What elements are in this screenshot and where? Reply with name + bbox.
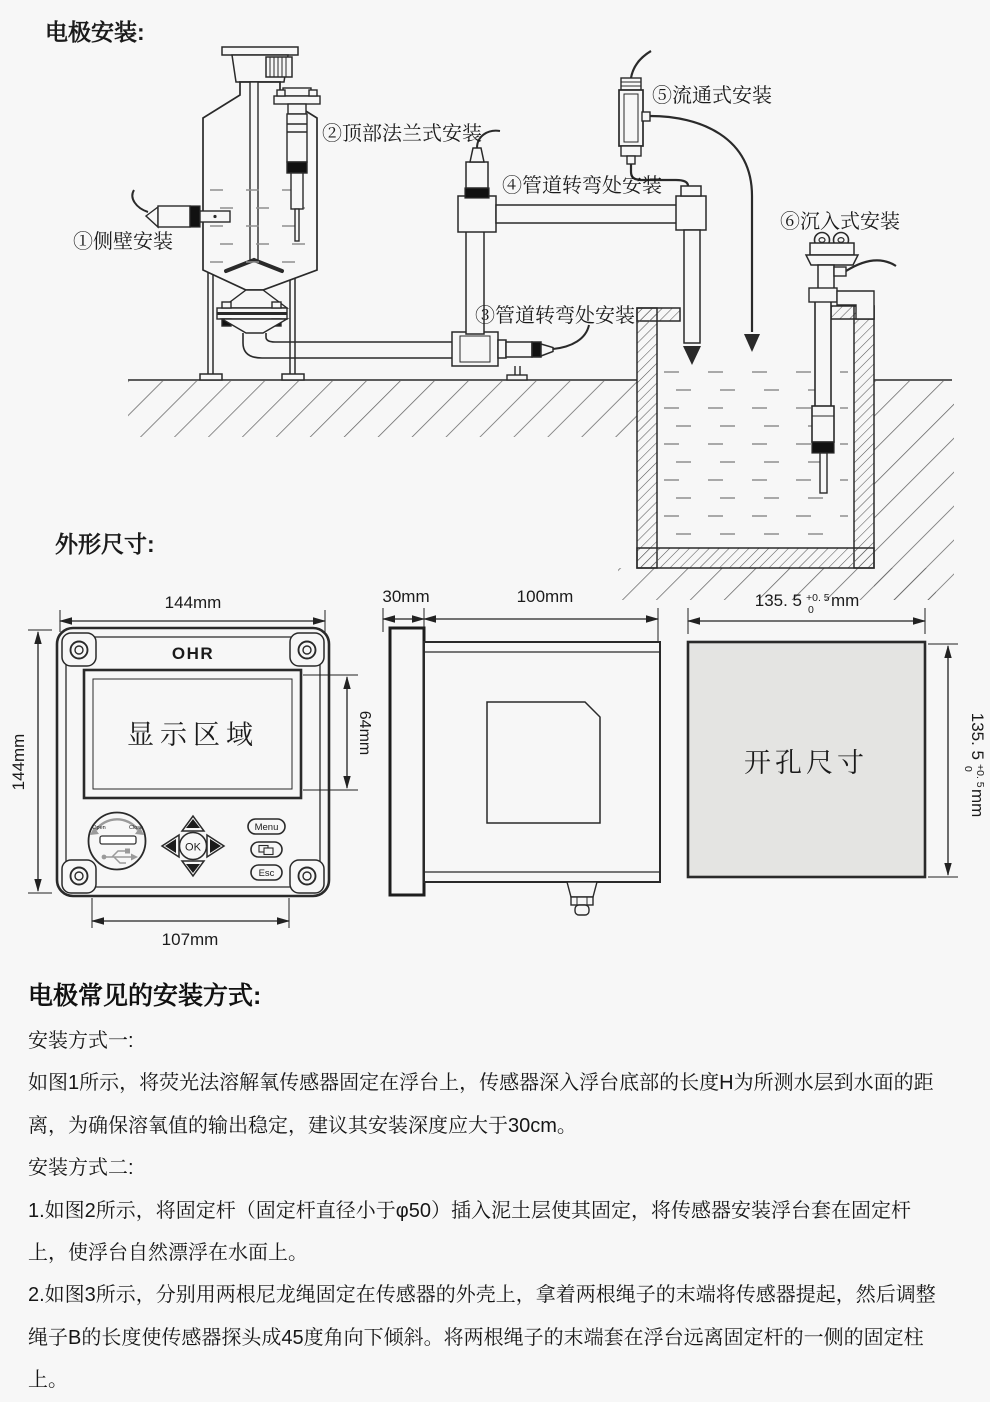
notes-heading: 电极常见的安装方式: — [28, 982, 262, 1010]
usb-open-label: Open — [92, 825, 106, 831]
method2-title: 安装方式二: — [28, 1157, 134, 1180]
usb-close-label: Close — [128, 825, 144, 831]
svg-text:135. 5: 135. 5 — [754, 591, 802, 610]
method1-body: 如图1所示，将荧光法溶解氧传感器固定在浮台上，传感器深入浮台底部的长度H为所测水层到水面的距离，为确保溶氧值的输出稳定，建议其安装深度应大于30cm。 — [28, 1072, 934, 1137]
cutout-view — [688, 591, 987, 877]
dim-height-left: 144mm — [9, 733, 28, 791]
label-flow-through: ⑤流通式安装 — [652, 85, 772, 107]
usb-port-dial[interactable] — [89, 813, 146, 870]
label-pipe-bend-3: ③管道转弯处安装 — [475, 305, 635, 327]
brand-logo: OHR — [171, 644, 215, 663]
display-area-label: 显示区域 — [127, 720, 259, 750]
dim-body-depth: 100mm — [516, 587, 574, 606]
drain-pipe — [243, 333, 453, 358]
menu-button-label: Menu — [254, 822, 279, 833]
svg-text:0: 0 — [962, 766, 974, 772]
dim-cutout-width — [755, 591, 860, 616]
svg-text:0: 0 — [808, 604, 814, 616]
agitator-motor — [222, 47, 298, 82]
label-side-wall: ①侧壁安装 — [73, 231, 173, 253]
electrode-install-heading: 电极安装: — [45, 19, 145, 45]
dim-cutout-height — [962, 713, 987, 818]
pool — [637, 306, 874, 568]
dim-width-top: 144mm — [164, 593, 222, 612]
function-buttons — [248, 819, 285, 880]
svg-text:135. 5: 135. 5 — [968, 712, 987, 760]
label-pipe-bend-4: ④管道转弯处安装 — [502, 175, 662, 197]
svg-text:+0. 5: +0. 5 — [806, 592, 830, 604]
front-view — [9, 593, 373, 949]
side-view — [382, 587, 660, 915]
method2-item1: 1.如图2所示，将固定杆（固定杆直径小于φ50）插入泥土层使其固定，将传感器安装浮台套在固定杆上，使浮台自然漂浮在水面上。 — [28, 1199, 912, 1264]
cutout-label: 开孔尺寸 — [744, 748, 868, 778]
dim-bezel-depth: 30mm — [382, 587, 430, 606]
svg-text:+0. 5: +0. 5 — [974, 764, 986, 788]
label-submerged: ⑥沉入式安装 — [780, 211, 900, 233]
svg-text:mm: mm — [831, 591, 860, 610]
label-top-flange: ②顶部法兰式安装 — [322, 123, 482, 145]
cable-gland — [567, 882, 597, 915]
ok-button-label: OK — [185, 841, 201, 854]
dim-bottom-width: 107mm — [161, 930, 219, 949]
method1-title: 安装方式一: — [28, 1030, 134, 1052]
side-label-plate — [487, 702, 600, 823]
usb-slot[interactable] — [100, 836, 136, 844]
bezel-side — [390, 628, 424, 895]
svg-text:mm: mm — [968, 789, 987, 818]
dimensions-heading: 外形尺寸: — [55, 531, 155, 557]
pipe-support — [507, 366, 527, 380]
esc-button-label: Esc — [258, 868, 275, 879]
method2-item2: 2.如图3所示，分别用两根尼龙绳固定在传感器的外壳上，拿着两根绳子的末端将传感器提起，然后调整绳子B的长度使传感器探头成45度角向下倾斜。将两根绳子的末端套在浮台远离固定杆的一侧的固定柱上。 — [28, 1284, 936, 1392]
right-tee-downpipe — [676, 186, 706, 365]
installation-notes — [0, 960, 990, 1402]
flanged-valve — [217, 290, 287, 333]
dim-display-height: 64mm — [356, 710, 373, 756]
